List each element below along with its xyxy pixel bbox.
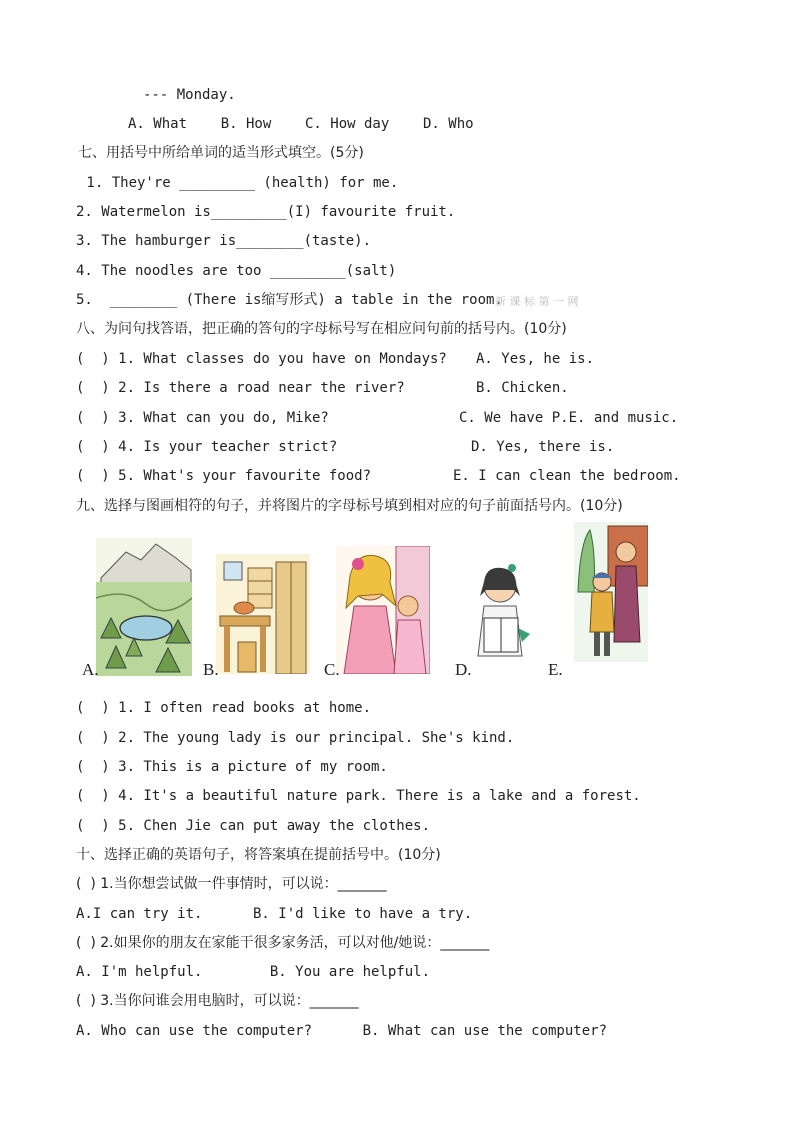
picture-label-e: E. [548,660,563,679]
s7-item-4: 4. The noodles are too _________(salt) [76,263,397,279]
s10-question-3: ( ) 3.当你问谁会用电脑时，可以说：_______ [76,993,359,1009]
s7-item-5: 5. ________ (There is缩写形式) a table in the room. [76,292,503,308]
s8-question-5: ( ) 5. What's your favourite food? [76,468,372,484]
s10-question-2: ( ) 2.如果你的朋友在家能干很多家务活，可以对他/她说：_______ [76,935,490,951]
s10-question-1: ( ) 1.当你想尝试做一件事情时，可以说：_______ [76,876,387,892]
s8-question-2: ( ) 2. Is there a road near the river? [76,380,405,396]
s8-answer-a: A. Yes, he is. [476,351,595,367]
s8-answer-b: B. Chicken. [476,380,569,396]
picture-label-b: B. [203,660,219,679]
s8-question-4: ( ) 4. Is your teacher strict? [76,439,338,455]
picture-label-a: A. [82,660,99,679]
s8-answer-c: C. We have P.E. and music. [459,410,679,426]
s9-item-2: ( ) 2. The young lady is our principal. She's kind. [76,730,515,746]
girl-reading-book-icon [470,556,536,672]
s8-answer-e: E. I can clean the bedroom. [453,468,681,484]
lake-landscape-icon [96,538,192,676]
faint-watermark-text: 新 课 标 第 一 网 [495,295,579,308]
picture-label-d: D. [455,660,472,679]
s9-item-3: ( ) 3. This is a picture of my room. [76,759,388,775]
picture-label-c: C. [324,660,340,679]
s9-item-1: ( ) 1. I often read books at home. [76,700,372,716]
s8-answer-d: D. Yes, there is. [471,439,615,455]
previous-answer-line: --- Monday. [143,87,236,103]
s7-item-1: 1. They're _________ (health) for me. [78,175,399,191]
girls-with-clothes-icon [336,546,430,674]
s10-options-1: A.I can try it. B. I'd like to have a try. [76,906,473,922]
principal-and-boy-icon [574,522,648,662]
s8-question-3: ( ) 3. What can you do, Mike? [76,410,329,426]
previous-options-line: A. What B. How C. How day D. Who [128,116,474,132]
s10-options-2: A. I'm helpful. B. You are helpful. [76,964,431,980]
room-furniture-icon [216,554,310,674]
section-8-title: 八、为问句找答语，把正确的答句的字母标号写在相应问句前的括号内。(10分) [76,321,567,337]
s7-item-2: 2. Watermelon is_________(I) favourite fruit. [76,204,456,220]
section-9-title: 九、选择与图画相符的句子，并将图片的字母标号填到相对应的句子前面括号内。(10分) [76,498,623,514]
s10-options-3: A. Who can use the computer? B. What can use the computer? [76,1023,608,1039]
s9-item-5: ( ) 5. Chen Jie can put away the clothes. [76,818,431,834]
section-7-title: 七、用括号中所给单词的适当形式填空。(5分) [78,145,364,161]
section-10-title: 十、选择正确的英语句子，将答案填在提前括号中。(10分) [76,847,441,863]
s8-question-1: ( ) 1. What classes do you have on Mondays? [76,351,447,367]
s9-item-4: ( ) 4. It's a beautiful nature park. There is a lake and a forest. [76,788,641,804]
s7-item-3: 3. The hamburger is________(taste). [76,233,372,249]
